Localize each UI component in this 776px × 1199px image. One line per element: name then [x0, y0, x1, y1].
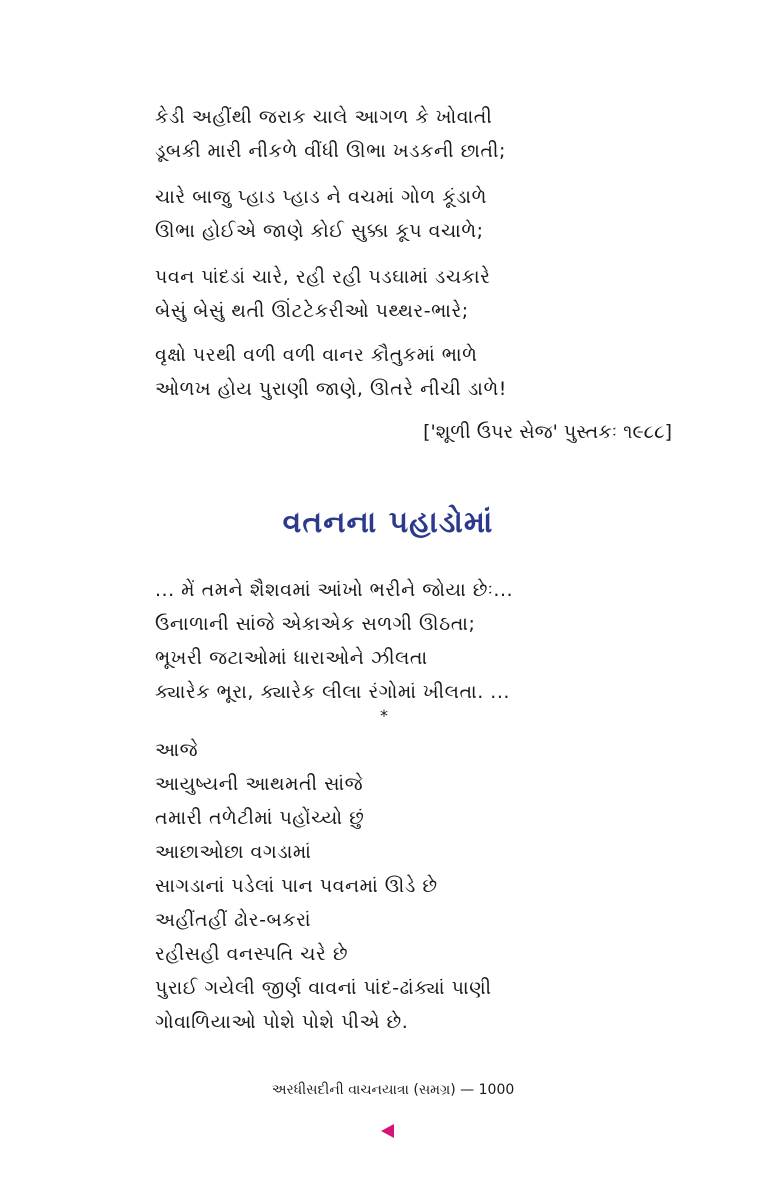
body-stanza [155, 733, 675, 1039]
poem-line: ઉનાળાની સાંજે એકાએક સળગી ઊઠતા; [155, 613, 476, 635]
poem-line: સાગડાનાં પડેલાં પાન પવનમાં ઊડે છે [155, 875, 438, 897]
book-citation: ['શૂળી ઉપર સેજ' પુસ્તકઃ ૧૯૮૮] [423, 421, 672, 443]
poem-line: ડૂબકી મારી નીકળે વીંધી ઊભા ખડકની છાતી; [155, 140, 506, 162]
poem-line: પવન પાંદડાં ચારે, રહી રહી પડઘામાં ડચકારે [155, 266, 491, 288]
stanza-3 [155, 260, 675, 328]
section-separator: * [380, 706, 388, 725]
poem-line: ભૂખરી જટાઓમાં ધારાઓને ઝીલતા [155, 647, 428, 669]
poem-line: આયુષ્યની આથમતી સાંજે [155, 773, 364, 795]
poem-line: તમારી તળેટીમાં પહોંચ્યો છું [155, 807, 365, 829]
poem-line: અહીંતહીં ઢોર-બકરાં [155, 909, 312, 931]
poem-line: બેસું બેસું થતી ઊંટટેકરીઓ પથ્થર-ભારે; [155, 300, 469, 322]
poem-line: ... મેં તમને શૈશવમાં આંખો ભરીને જોયા છેઃ... [155, 579, 514, 601]
poem-line: કેડી અહીંથી જરાક ચાલે આગળ કે ખોવાતી [155, 106, 493, 128]
poem-line: ઊભા હોઈએ જાણે કોઈ સુક્કા કૂપ વચાળે; [155, 220, 484, 242]
triangle-left-icon[interactable] [381, 1124, 394, 1138]
poem-line: ચારે બાજુ પ્હાડ પ્હાડ ને વચમાં ગોળ કૂંડાળે [155, 186, 487, 208]
poem-line: ક્યારેક ભૂરા, ક્યારેક લીલા રંગોમાં ખીલતા. ... [155, 681, 510, 703]
poem-title: વતનના પહાડોમાં [282, 505, 494, 540]
poem-line: ગોવાળિયાઓ પોશે પોશે પીએ છે. [155, 1011, 409, 1033]
poem-line: આજે [155, 739, 199, 761]
poem-line: ઓળખ હોય પુરાણી જાણે, ઊતરે નીચી ડાળે! [155, 378, 507, 400]
page-footer: અરધીસદીની વાચનયાત્રા (સમગ્ર) — 1000 [271, 1082, 515, 1098]
poem-line: વૃક્ષો પરથી વળી વળી વાનર કૌતુકમાં ભાળે [155, 344, 478, 366]
stanza-2 [155, 180, 675, 248]
poem-line: આછાઓછા વગડામાં [155, 841, 312, 863]
poem-line: રહીસહી વનસ્પતિ ચરે છે [155, 943, 349, 965]
intro-stanza [155, 573, 675, 709]
poem-line: પુરાઈ ગયેલી જીર્ણ વાવનાં પાંદ-ઢાંક્યાં પાણી [155, 977, 492, 999]
stanza-1 [155, 100, 675, 168]
stanza-4 [155, 338, 675, 406]
